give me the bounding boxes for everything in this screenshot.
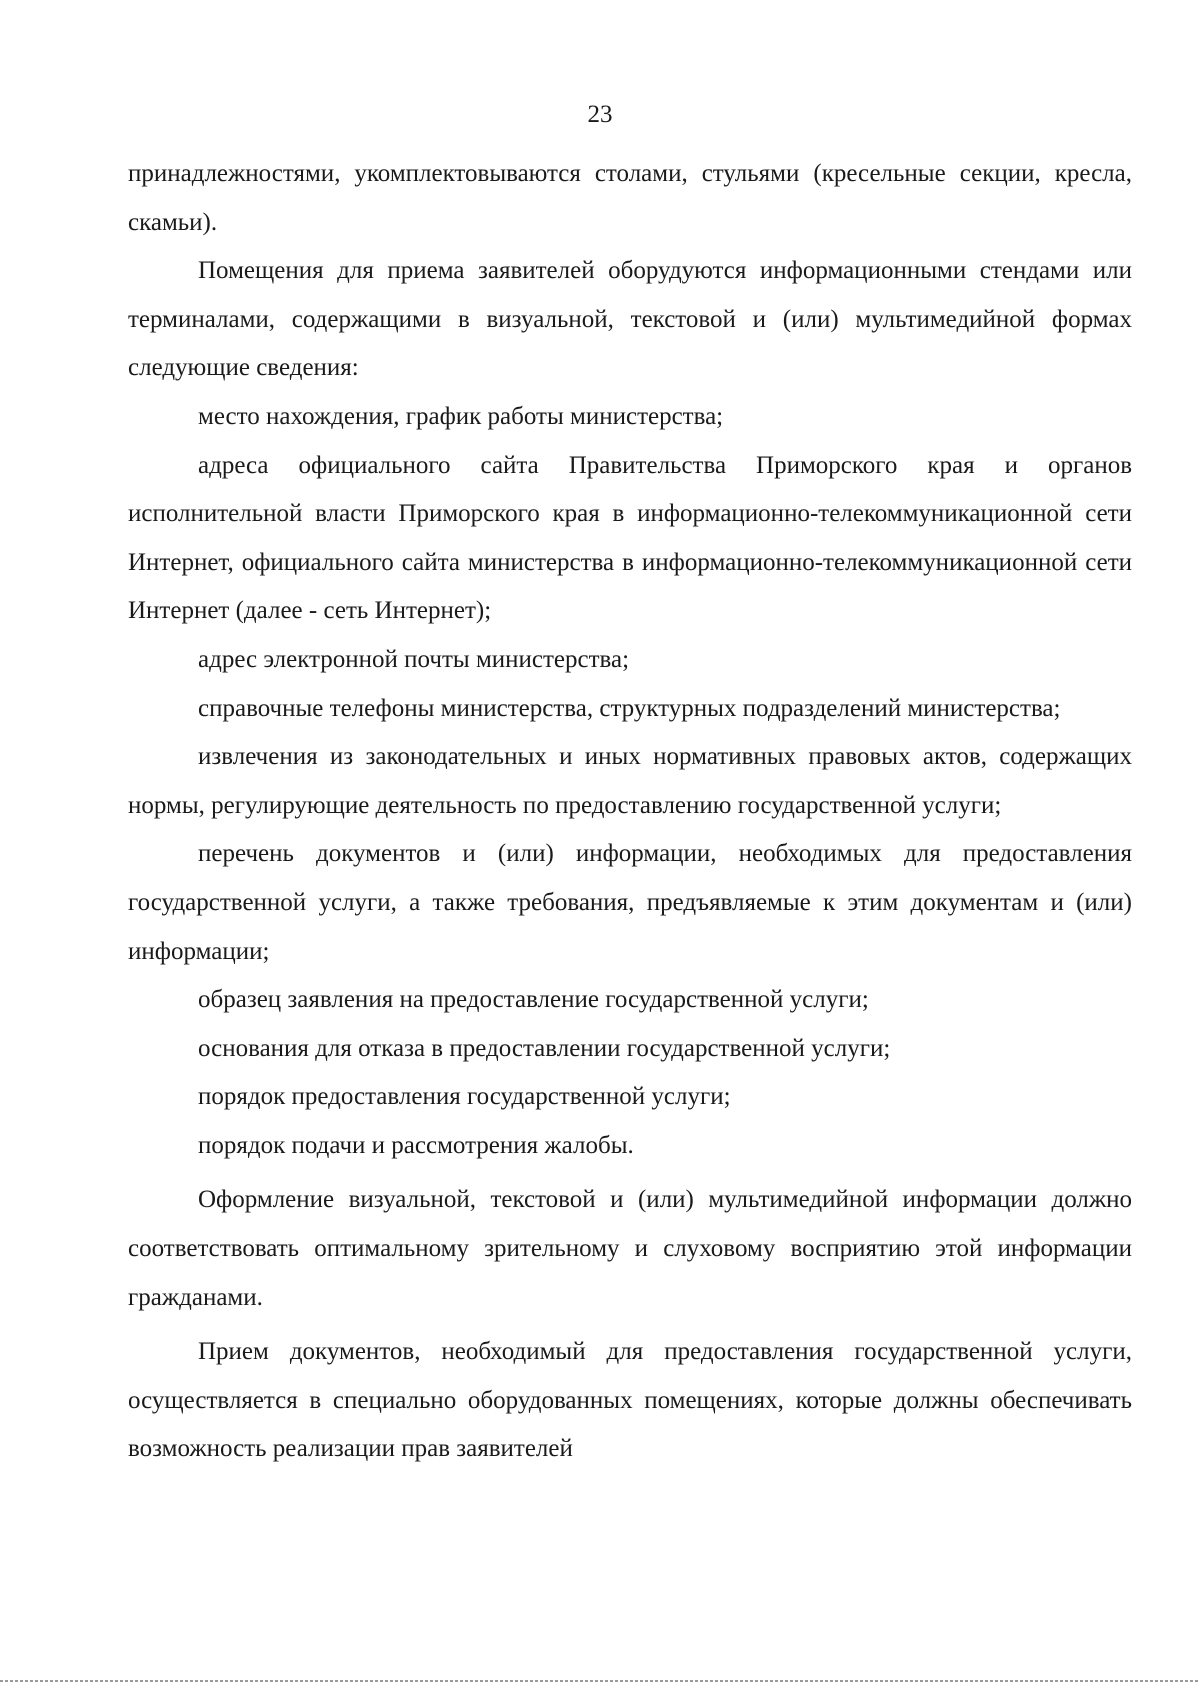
paragraph-list-item: извлечения из законодательных и иных нормативных правовых актов, содержащих нормы, регулирующие деятельность по предоставлению государственной услуги; — [128, 743, 1132, 819]
scan-edge-line — [0, 1680, 1200, 1682]
paragraph-info-stands: Помещения для приема заявителей оборудуются информационными стендами или терминалами, содержащими в визуальной, текстовой и (или) мультимедийной формах следующие сведения: — [128, 257, 1132, 382]
paragraph-continuation: принадлежностями, укомплектовываются столами, стульями (кресельные секции, кресла, скамьи). — [128, 160, 1132, 236]
paragraph-list-item: порядок подачи и рассмотрения жалобы. — [198, 1131, 634, 1159]
page-number: 23 — [587, 101, 613, 128]
paragraph-list-item: справочные телефоны министерства, структурных подразделений министерства; — [198, 694, 1061, 722]
paragraph-document-reception: Прием документов, необходимый для предоставления государственной услуги, осуществляется в специально оборудованных помещениях, которые должны обеспечивать возможность реализации прав заявителей — [128, 1338, 1132, 1463]
paragraph-list-item: образец заявления на предоставление государственной услуги; — [198, 986, 869, 1014]
document-body — [128, 150, 1132, 1474]
paragraph-list-item: перечень документов и (или) информации, необходимых для предоставления государственной услуги, а также требования, предъявляемые к этим документам и (или) информации; — [128, 840, 1132, 965]
paragraph-list-item: основания для отказа в предоставлении государственной услуги; — [198, 1034, 891, 1062]
paragraph-list-item: место нахождения, график работы министерства; — [198, 402, 724, 430]
paragraph-list-item: адреса официального сайта Правительства Приморского края и органов исполнительной власти Приморского края в информационно-телекоммуникационной сети Интернет, официального сайта министерства в информационно-телекоммуникационной сети Интернет (далее - сеть Интернет); — [128, 451, 1132, 625]
paragraph-list-item: порядок предоставления государственной услуги; — [198, 1083, 731, 1111]
paragraph-list-item: адрес электронной почты министерства; — [198, 645, 630, 673]
paragraph-design-requirements: Оформление визуальной, текстовой и (или) мультимедийной информации должно соответствовать оптимальному зрительному и слуховому восприятию этой информации гражданами. — [128, 1186, 1132, 1311]
